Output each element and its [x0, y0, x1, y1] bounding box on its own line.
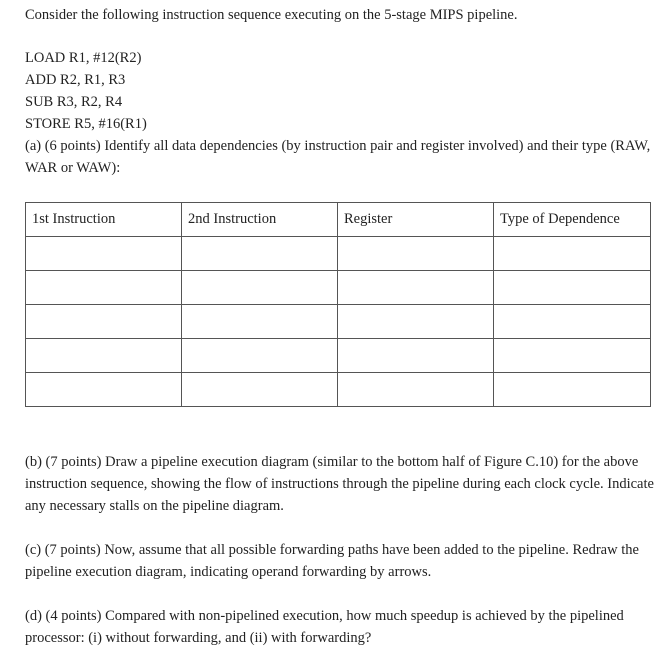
- table-cell: [182, 339, 338, 373]
- table-row: [26, 373, 651, 407]
- instruction-line: STORE R5, #16(R1): [25, 116, 147, 132]
- table-header-row: [26, 203, 651, 237]
- table-cell: [26, 271, 182, 305]
- dependency-table: [25, 202, 651, 407]
- table-cell: [338, 373, 494, 407]
- part-d-question: (d) (4 points) Compared with non-pipelined execution, how much speedup is achieved by the pipelined processor: (i) without forwarding, and (ii) with forwarding?: [25, 608, 624, 646]
- header-type-of-dependence: Type of Dependence: [494, 203, 651, 237]
- header-first-instruction: 1st Instruction: [26, 203, 182, 237]
- part-a-question: (a) (6 points) Identify all data dependencies (by instruction pair and register involved) and their type (RAW, WAR or WAW):: [25, 138, 651, 176]
- table-cell: [338, 305, 494, 339]
- table-cell: [26, 305, 182, 339]
- table-cell: [338, 271, 494, 305]
- table-row: [26, 271, 651, 305]
- table-row: [26, 305, 651, 339]
- table-cell: [26, 237, 182, 271]
- table-cell: [494, 237, 651, 271]
- table-cell: [26, 373, 182, 407]
- table-cell: [182, 373, 338, 407]
- table-cell: [338, 237, 494, 271]
- table-cell: [26, 339, 182, 373]
- table-cell: [338, 339, 494, 373]
- intro-text: Consider the following instruction sequence executing on the 5-stage MIPS pipeline.: [25, 7, 518, 23]
- table-cell: [494, 271, 651, 305]
- instruction-line: SUB R3, R2, R4: [25, 94, 123, 110]
- table-cell: [494, 373, 651, 407]
- table-row: [26, 237, 651, 271]
- table-cell: [182, 305, 338, 339]
- instruction-line: LOAD R1, #12(R2): [25, 50, 142, 66]
- table-cell: [494, 305, 651, 339]
- table-cell: [182, 271, 338, 305]
- table-cell: [182, 237, 338, 271]
- part-b-question: (b) (7 points) Draw a pipeline execution diagram (similar to the bottom half of Figure C.10) for the above instruction sequence, showing the flow of instructions through the pipeline during each clock cycle. Indicate any necessary stalls on the pipeline diagram.: [25, 454, 654, 514]
- instruction-line: ADD R2, R1, R3: [25, 72, 126, 88]
- part-c-question: (c) (7 points) Now, assume that all possible forwarding paths have been added to the pipeline. Redraw the pipeline execution diagram, indicating operand forwarding by arrows.: [25, 542, 639, 580]
- table-row: [26, 339, 651, 373]
- header-register: Register: [338, 203, 494, 237]
- table-cell: [494, 339, 651, 373]
- header-second-instruction: 2nd Instruction: [182, 203, 338, 237]
